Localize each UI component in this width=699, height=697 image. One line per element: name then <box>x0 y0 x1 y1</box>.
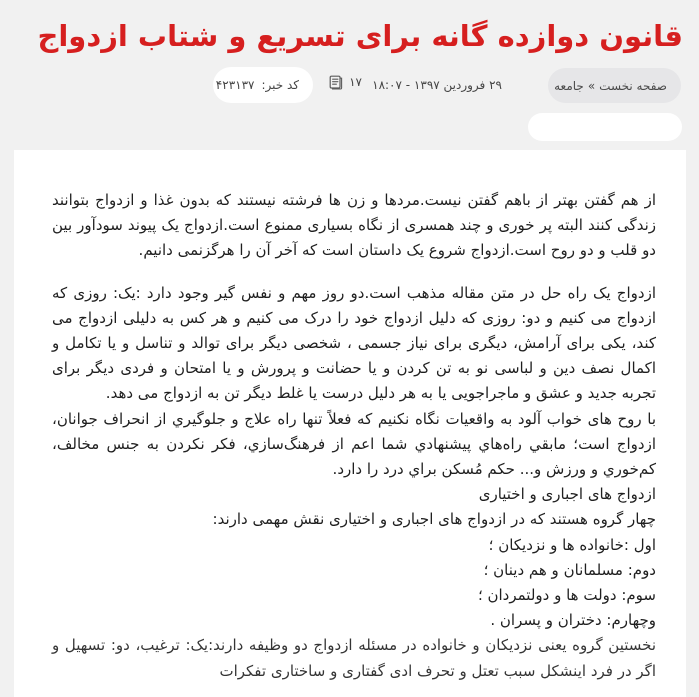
paragraph-3: با روح های خواب آلود به واقعیات نگاه نکنیم که فعلاً تنها راه علاج و جلوگيري از انحراف جوانان، ازدواج است؛ مابقي راه‌هاي پيشنهادي شما اعم از فرهنگ‌سازي، فكر نكردن به جنس مخالف، كم‌خوري و ورزش و... حكم مُسكن براي درد را دارد. <box>52 409 656 479</box>
list-item: وچهارم: دختران و پسران . <box>490 611 656 630</box>
paragraph-4: نخستین گروه یعنی نزدیکان و خانواده در مسئله ازدواج دو وظیفه دارند:یک: ترغیب، دو: تسهیل و اگر در فرد اینشکل سبب تعتل و تحرف ادی گفتاری و ساختاری تفکرات <box>52 636 656 680</box>
breadcrumb-separator: » <box>587 78 596 93</box>
paragraph-2: ازدواج یک راه حل در متن مقاله مذهب است.دو روز مهم و نفس گیر وجود دارد :یک: روزی که ازدواج می کنیم و دو: روزی که دلیل ازدواج خود را درک می کنیم و هر کس به دلیلی ازدواج می کند، یکی برای آرامش، دیگری برای نیاز جسمی ، شخصی دیگر برای توالد و تناسل و یا تکامل و اکمال نصف دین و لباسی نو به تن کردن و یا حضانت و پرورش و یا امتحان و فردی دیگر برای تجربه جدید و عشق و ماجراجویی یا به هر دلیل درست یا غلط دیگر تن به ازدواج می دهد. <box>52 283 656 403</box>
section-heading: ازدواج های اجباری و اختیاری <box>478 485 656 504</box>
list-item: سوم: دولت ها و دولتمردان ؛ <box>477 586 656 605</box>
breadcrumb-section[interactable]: جامعه <box>554 78 584 93</box>
paragraph-1: از هم گفتن بهتر از باهم گفتن نیست.مردها و زن ها فرشته نیستند که بدون غذا و ازدواج بتوانند زندگی کنند البته پر خوری و چند همسری از نگاه بسیاری ممنوع است.ازدواج یک پیوند سودآور بین دو قلب و دو روح است.ازدواج شروع یک داستان است که آخر آن را هرگزنمی دانیم. <box>52 191 656 260</box>
breadcrumb <box>548 68 681 103</box>
article-body <box>14 150 686 697</box>
list-item: اول :خانواده ها و نزدیکان ؛ <box>488 535 656 554</box>
section-intro: چهار گروه هستند که در ازدواج های اجباری و اختیاری نقش مهمی دارند: <box>212 510 656 529</box>
article-title: قانون دوازده گانه برای تسریع و شتاب ازدواج <box>37 19 683 53</box>
list-item: دوم: مسلمانان و هم دینان ؛ <box>483 560 656 579</box>
document-icon <box>328 74 344 90</box>
view-count <box>328 74 362 90</box>
news-code-label: کد خبر: <box>261 78 299 92</box>
paragraph-gap <box>52 264 656 281</box>
publish-date: ۲۹ فروردین ۱۳۹۷ - ۱۸:۰۷ <box>372 78 502 92</box>
news-code-value: ۴۲۳۱۳۷ <box>215 78 255 92</box>
empty-pill <box>528 113 682 141</box>
breadcrumb-home[interactable]: صفحه نخست <box>599 78 667 93</box>
view-count-value: ۱۷ <box>349 75 362 89</box>
news-code <box>213 67 313 103</box>
